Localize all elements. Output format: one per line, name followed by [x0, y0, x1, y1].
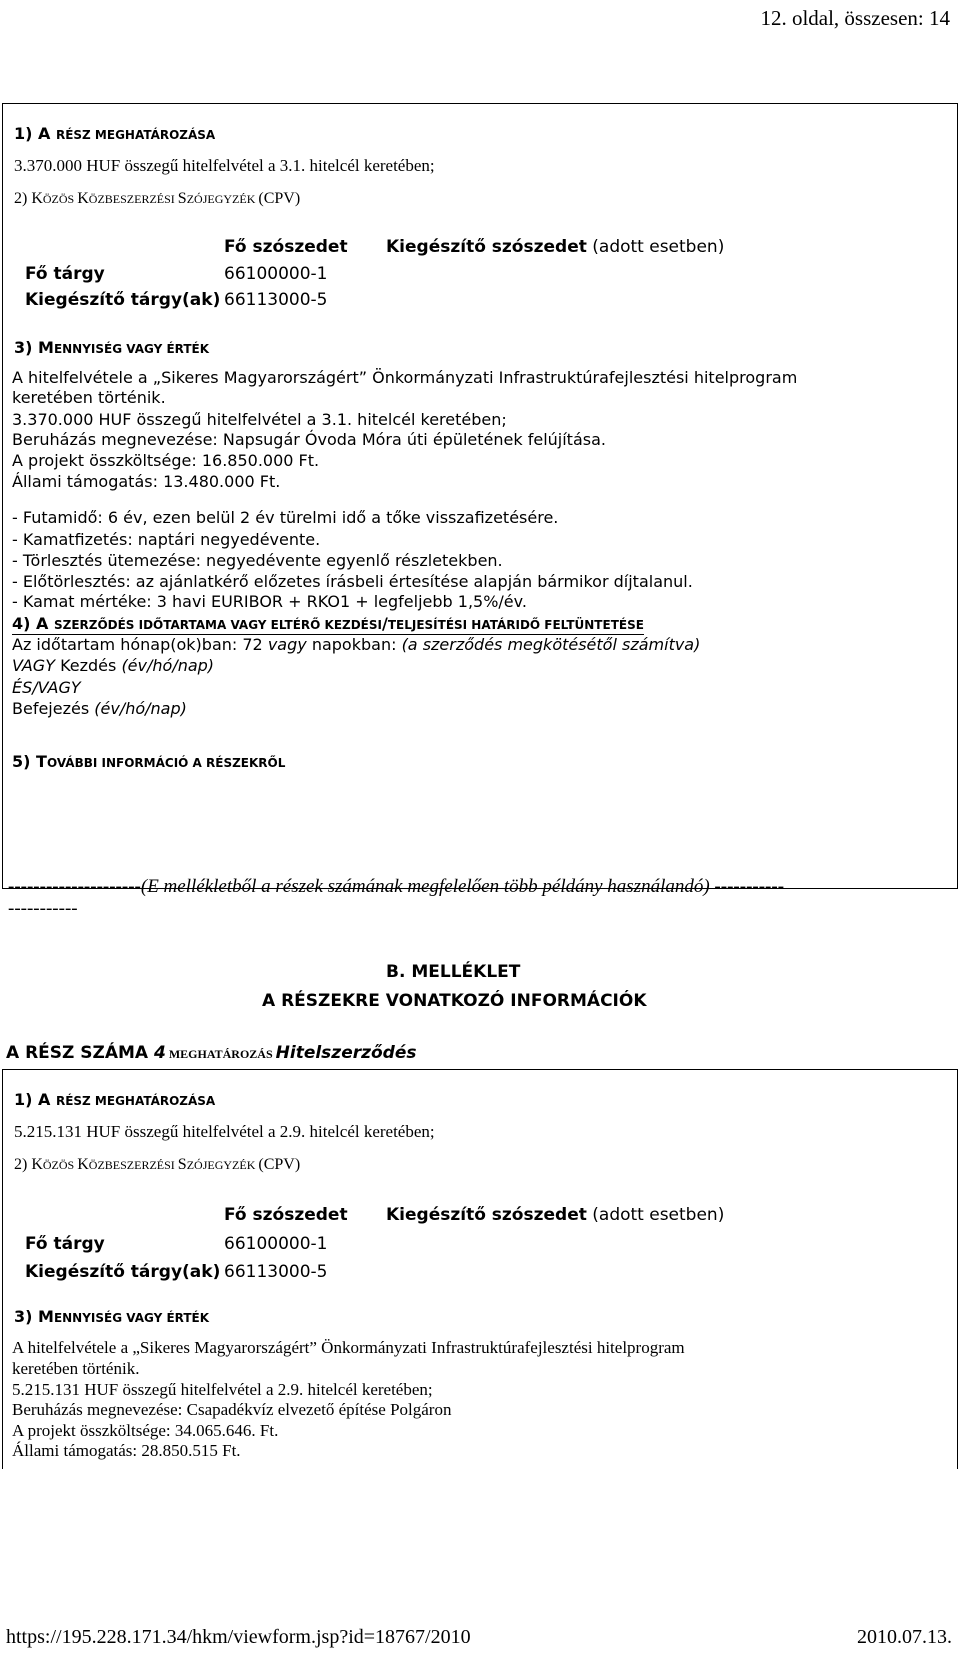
text-line: A projekt összköltsége: 34.065.646. Ft.: [12, 1421, 279, 1440]
annex-subtitle: A RÉSZEKRE VONATKOZÓ INFORMÁCIÓK: [262, 991, 647, 1011]
duration-line: Az időtartam hónap(ok)ban: 72 vagy napokban: (a szerződés megkötésétől számítva): [12, 635, 701, 654]
term-line: - Kamatfizetés: naptári negyedévente.: [12, 530, 321, 549]
part2-sec1-line: 5.215.131 HUF összegű hitelfelvétel a 2.9. hitelcél keretében;: [14, 1122, 435, 1141]
cpv-row-extra-label: Kiegészítő tárgy(ak): [25, 1262, 221, 1282]
part1-sec4-heading: 4) A SZERZŐDÉS IDŐTARTAMA VAGY ELTÉRŐ KEZDÉSI/TELJESÍTÉSI HATÁRIDŐ FELTÜNTETÉSE: [12, 614, 644, 633]
page-counter: 12. oldal, összesen: 14: [760, 6, 950, 30]
cpv-col-extra: Kiegészítő szószedet (adott esetben): [386, 1205, 725, 1225]
text-line: 5.215.131 HUF összegű hitelfelvétel a 2.9. hitelcél keretében;: [12, 1380, 433, 1399]
text-line: A hitelfelvétele a „Sikeres Magyarországért” Önkormányzati Infrastruktúrafejlesztési hitelprogram: [12, 368, 798, 387]
part2-sec3-heading: 3) MENNYISÉG VAGY ÉRTÉK: [14, 1307, 210, 1326]
part1-sec2-heading: 2) KÖZÖS KÖZBESZERZÉSI SZÓJEGYZÉK (CPV): [14, 190, 301, 207]
part2-sec2-heading: 2) KÖZÖS KÖZBESZERZÉSI SZÓJEGYZÉK (CPV): [14, 1156, 301, 1173]
term-line: - Törlesztés ütemezése: negyedévente egyenlő részletekben.: [12, 551, 503, 570]
start-line: VAGY Kezdés (év/hó/nap): [12, 656, 215, 675]
text-line: keretében történik.: [12, 388, 166, 407]
separator-line-1: ---------------------(E mellékletből a részek számának megfelelően több példány használandó) -----------: [8, 876, 785, 897]
cpv-row-extra-value: 66113000-5: [224, 290, 328, 310]
part1-sec1-line: 3.370.000 HUF összegű hitelfelvétel a 3.1. hitelcél keretében;: [14, 156, 435, 175]
text-line: Beruházás megnevezése: Napsugár Óvoda Móra úti épületének felújítása.: [12, 430, 606, 449]
cpv-row-main-label: Fő tárgy: [25, 264, 105, 284]
text-line: Beruházás megnevezése: Csapadékvíz elvezető építése Polgáron: [12, 1400, 452, 1419]
and-or-line: ÉS/VAGY: [12, 678, 81, 697]
part1-sec1-heading: 1) A RÉSZ MEGHATÁROZÁSA: [14, 124, 216, 143]
cpv-row-extra-value: 66113000-5: [224, 1262, 328, 1282]
part-heading: A RÉSZ SZÁMA 4 MEGHATÁROZÁS Hitelszerződés: [6, 1043, 417, 1063]
footer-url[interactable]: https://195.228.171.34/hkm/viewform.jsp?id=18767/2010: [6, 1626, 471, 1648]
cpv-row-main-label: Fő tárgy: [25, 1234, 105, 1254]
cpv-row-main-value: 66100000-1: [224, 264, 328, 284]
part2-sec1-heading: 1) A RÉSZ MEGHATÁROZÁSA: [14, 1090, 216, 1109]
text-line: keretében történik.: [12, 1359, 140, 1378]
term-line: - Előtörlesztés: az ajánlatkérő előzetes írásbeli értesítése alapján bármikor díjtalanul.: [12, 572, 693, 591]
cpv-col-extra: Kiegészítő szószedet (adott esetben): [386, 237, 725, 257]
text-line: A projekt összköltsége: 16.850.000 Ft.: [12, 451, 320, 470]
part1-sec5-heading: 5) TOVÁBBI INFORMÁCIÓ A RÉSZEKRŐL: [12, 752, 286, 771]
text-line: Állami támogatás: 28.850.515 Ft.: [12, 1441, 241, 1460]
end-line: Befejezés (év/hó/nap): [12, 699, 187, 718]
part1-sec3-heading: 3) MENNYISÉG VAGY ÉRTÉK: [14, 338, 210, 357]
cpv-row-main-value: 66100000-1: [224, 1234, 328, 1254]
text-line: 3.370.000 HUF összegű hitelfelvétel a 3.1. hitelcél keretében;: [12, 410, 507, 429]
annex-title: B. MELLÉKLET: [386, 962, 521, 982]
separator-line-2: -----------: [8, 898, 78, 919]
term-line: - Futamidő: 6 év, ezen belül 2 év türelmi idő a tőke visszafizetésére.: [12, 508, 559, 527]
text-line: Állami támogatás: 13.480.000 Ft.: [12, 472, 281, 491]
cpv-col-main: Fő szószedet: [224, 1205, 348, 1225]
footer-date: 2010.07.13.: [857, 1626, 952, 1648]
part1-box: [2, 103, 958, 889]
cpv-row-extra-label: Kiegészítő tárgy(ak): [25, 290, 221, 310]
term-line: - Kamat mértéke: 3 havi EURIBOR + RKO1 + legfeljebb 1,5%/év.: [12, 592, 527, 611]
text-line: A hitelfelvétele a „Sikeres Magyarországért” Önkormányzati Infrastruktúrafejlesztési hitelprogram: [12, 1338, 685, 1357]
cpv-col-main: Fő szószedet: [224, 237, 348, 257]
